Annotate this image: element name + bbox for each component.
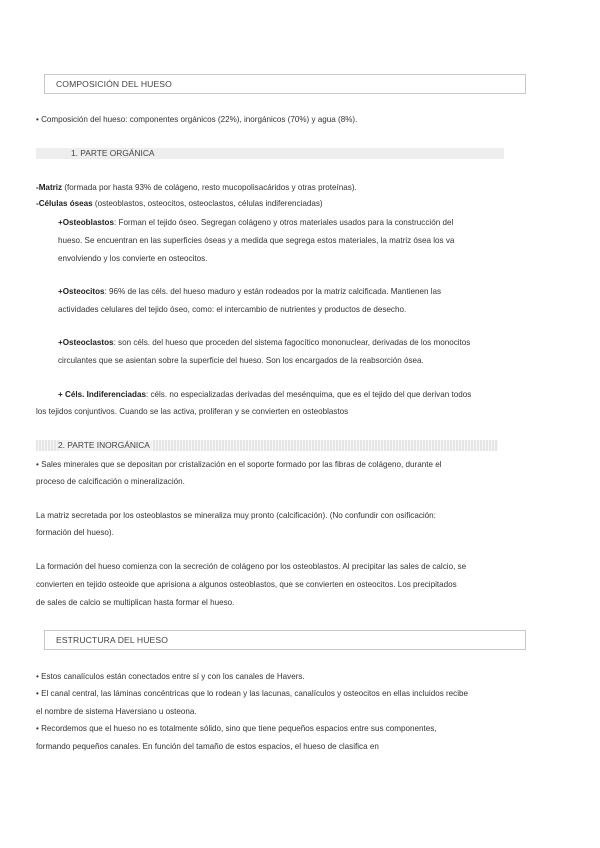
estructura-line-5: formando pequeños canales. En función del tamaño de estos espacios, el hueso de clasifica en bbox=[36, 742, 379, 751]
inorganica-line-2: proceso de calcificación o mineralización. bbox=[36, 477, 185, 486]
inorganica-line-1: • Sales minerales que se depositan por cristalización en el soporte formado por las fibras de colágeno, durante el bbox=[36, 460, 442, 469]
indiferenciadas-line-1 bbox=[58, 389, 471, 400]
celulas-text: (osteoblastos, osteocitos, osteoclastos, células indiferenciadas) bbox=[92, 199, 323, 208]
osteoclastos-text-1: : son céls. del hueso que proceden del sistema fagocítico mononuclear, derivadas de los monocitos bbox=[113, 338, 471, 347]
estructura-line-2: • El canal central, las láminas concéntricas que lo rodean y las lacunas, canalículos y osteocitos en ellas incluidos recibe bbox=[36, 689, 469, 698]
celulas-term: -Células óseas bbox=[36, 199, 93, 208]
osteocitos-text-1: : 96% de las céls. del hueso maduro y están rodeados por la matriz calcificada. Mantienen las bbox=[104, 287, 442, 296]
formacion-line-3: de sales de calcio se multiplican hasta formar el hueso. bbox=[36, 598, 235, 607]
section-title-composicion: COMPOSICIÓN DEL HUESO bbox=[44, 74, 526, 94]
estructura-line-4: • Recordemos que el hueso no es totalmente sólido, sino que tiene pequeños espacios entre sus componentes, bbox=[36, 724, 437, 733]
formacion-line-1: La formación del hueso comienza con la secreción de colágeno por los osteoblastos. Al precipitar las sales de calcio, se bbox=[36, 562, 467, 571]
estructura-line-3: el nombre de sistema Haversiano u osteona. bbox=[36, 707, 197, 716]
osteoblastos-line-1 bbox=[58, 217, 453, 228]
indiferenciadas-text-1: : céls. no especializadas derivadas del mesénquima, que es el tejido del que derivan todos bbox=[145, 390, 472, 399]
indiferenciadas-term: + Céls. Indiferenciadas bbox=[58, 390, 146, 399]
celulas-line bbox=[36, 198, 323, 209]
osteoclastos-line-1 bbox=[58, 337, 470, 348]
osteoblastos-term: +Osteoblastos bbox=[58, 218, 115, 227]
osteoblastos-line-2: hueso. Se encuentran en las superficies óseas y a medida que segrega estos materiales, la matriz ósea los va bbox=[58, 236, 455, 245]
osteoclastos-line-2: circulantes que se asientan sobre la superficie del hueso. Son los encargados de la reabsorción ósea. bbox=[58, 356, 424, 365]
estructura-line-1: • Estos canalículos están conectados entre sí y con los canales de Havers. bbox=[36, 672, 305, 681]
osteocitos-line-2: actividades celulares del tejido óseo, como: el intercambio de nutrientes y productos de desecho. bbox=[58, 305, 407, 314]
osteoclastos-term: +Osteoclastos bbox=[58, 338, 114, 347]
composicion-bullet: • Composición del hueso: componentes orgánicos (22%), inorgánicos (70%) y agua (8%). bbox=[36, 115, 358, 124]
osteocitos-line-1 bbox=[58, 286, 441, 297]
matriz-secretada-line-2: formación del hueso). bbox=[36, 528, 114, 537]
matriz-line bbox=[36, 182, 357, 193]
osteocitos-term: +Osteocitos bbox=[58, 287, 105, 296]
band-parte-inorganica bbox=[36, 440, 498, 451]
band-parte-organica bbox=[36, 148, 504, 159]
band-parte-inorganica-label: 2. PARTE INORGÁNICA bbox=[58, 440, 150, 450]
indiferenciadas-line-2: los tejidos conjuntivos. Cuando se las activa, proliferan y se convierten en osteoblastos bbox=[36, 407, 349, 416]
matriz-secretada-line-1: La matriz secretada por los osteoblastos se mineraliza muy pronto (calcificación). (No confundir con osificación: bbox=[36, 511, 436, 520]
formacion-line-2: convierten en tejido osteoide que aprisiona a algunos osteoblastos, que se convierten en osteocitos. Los precipitados bbox=[36, 580, 457, 589]
band-parte-organica-label: 1. PARTE ORGÁNICA bbox=[71, 148, 155, 158]
matriz-term: -Matriz bbox=[36, 183, 63, 192]
matriz-text: (formada por hasta 93% de colágeno, resto mucopolisacáridos y otras proteínas). bbox=[62, 183, 357, 192]
section-title-estructura: ESTRUCTURA DEL HUESO bbox=[44, 630, 526, 650]
osteoblastos-text-1: : Forman el tejido óseo. Segregan colágeno y otros materiales usados para la construcción del bbox=[114, 218, 454, 227]
osteoblastos-line-3: envolviendo y los convierte en osteocitos. bbox=[58, 254, 208, 263]
